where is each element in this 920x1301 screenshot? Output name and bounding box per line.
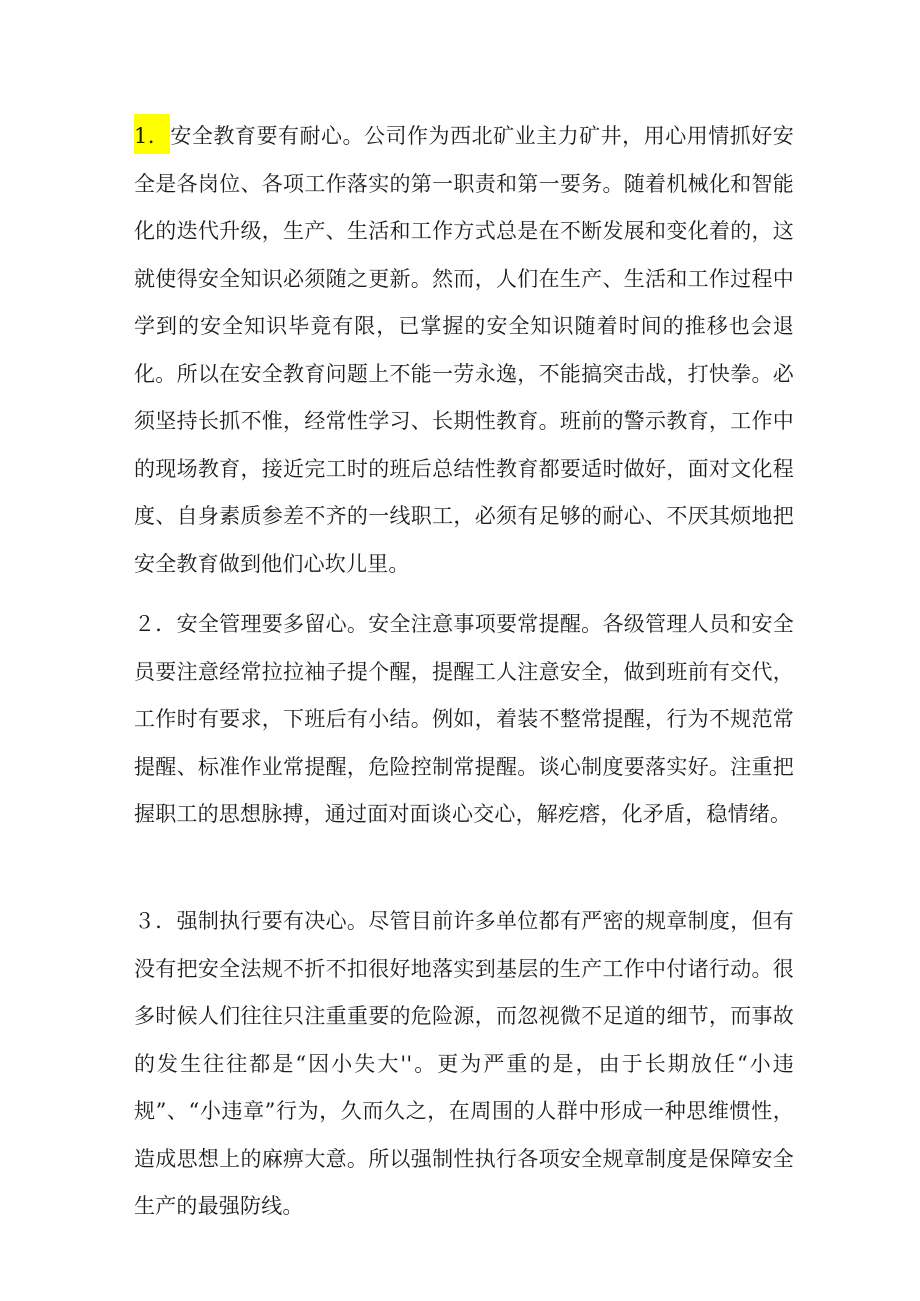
paragraph-2-number: ２． bbox=[134, 612, 177, 636]
paragraph-3-number: ３． bbox=[134, 909, 177, 933]
paragraph-3-text: 强制执行要有决心。尽管目前许多单位都有严密的规章制度，但有没有把安全法规不折不扣很好地落实到基层的生产工作中付诸行动。很多时候人们往往只注重重要的危险源，而忽视微不足道的细节，而事故的发生往往都是“因小失大''。更为严重的是，由于长期放任“小违规”、“小违章”行为，久而久之，在周围的人群中形成一种思维惯性，造成思想上的麻痹大意。所以强制性执行各项安全规章制度是保障安全生产的最强防线。 bbox=[134, 909, 794, 1218]
paragraph-2-text: 安全管理要多留心。安全注意事项要常提醒。各级管理人员和安全员要注意经常拉拉袖子提个醒，提醒工人注意安全，做到班前有交代，工作时有要求，下班后有小结。例如，着装不整常提醒，行为不规范常提醒、标准作业常提醒，危险控制常提醒。谈心制度要落实好。注重把握职工的思想脉搏，通过面对面谈心交心，解疙瘩，化矛盾，稳情绪。 bbox=[134, 612, 794, 826]
paragraph-1-text: 安全教育要有耐心。公司作为西北矿业主力矿井，用心用情抓好安全是各岗位、各项工作落实的第一职责和第一要务。随着机械化和智能化的迭代升级，生产、生活和工作方式总是在不断发展和变化着的，这就使得安全知识必须随之更新。然而，人们在生产、生活和工作过程中学到的安全知识毕竟有限，已掌握的安全知识随着时间的推移也会退化。所以在安全教育问题上不能一劳永逸，不能搞突击战，打快拳。必须坚持长抓不惟，经常性学习、长期性教育。班前的警示教育，工作中的现场教育，接近完工时的班后总结性教育都要适时做好，面对文化程度、自身素质参差不齐的一线职工，必须有足够的耐心、不厌其烦地把安全教育做到他们心坎儿里。 bbox=[134, 124, 794, 576]
paragraph-1-number: 1． bbox=[134, 114, 170, 154]
paragraph-2 bbox=[134, 601, 794, 839]
paragraph-1 bbox=[134, 113, 794, 588]
paragraph-3 bbox=[134, 898, 794, 1231]
